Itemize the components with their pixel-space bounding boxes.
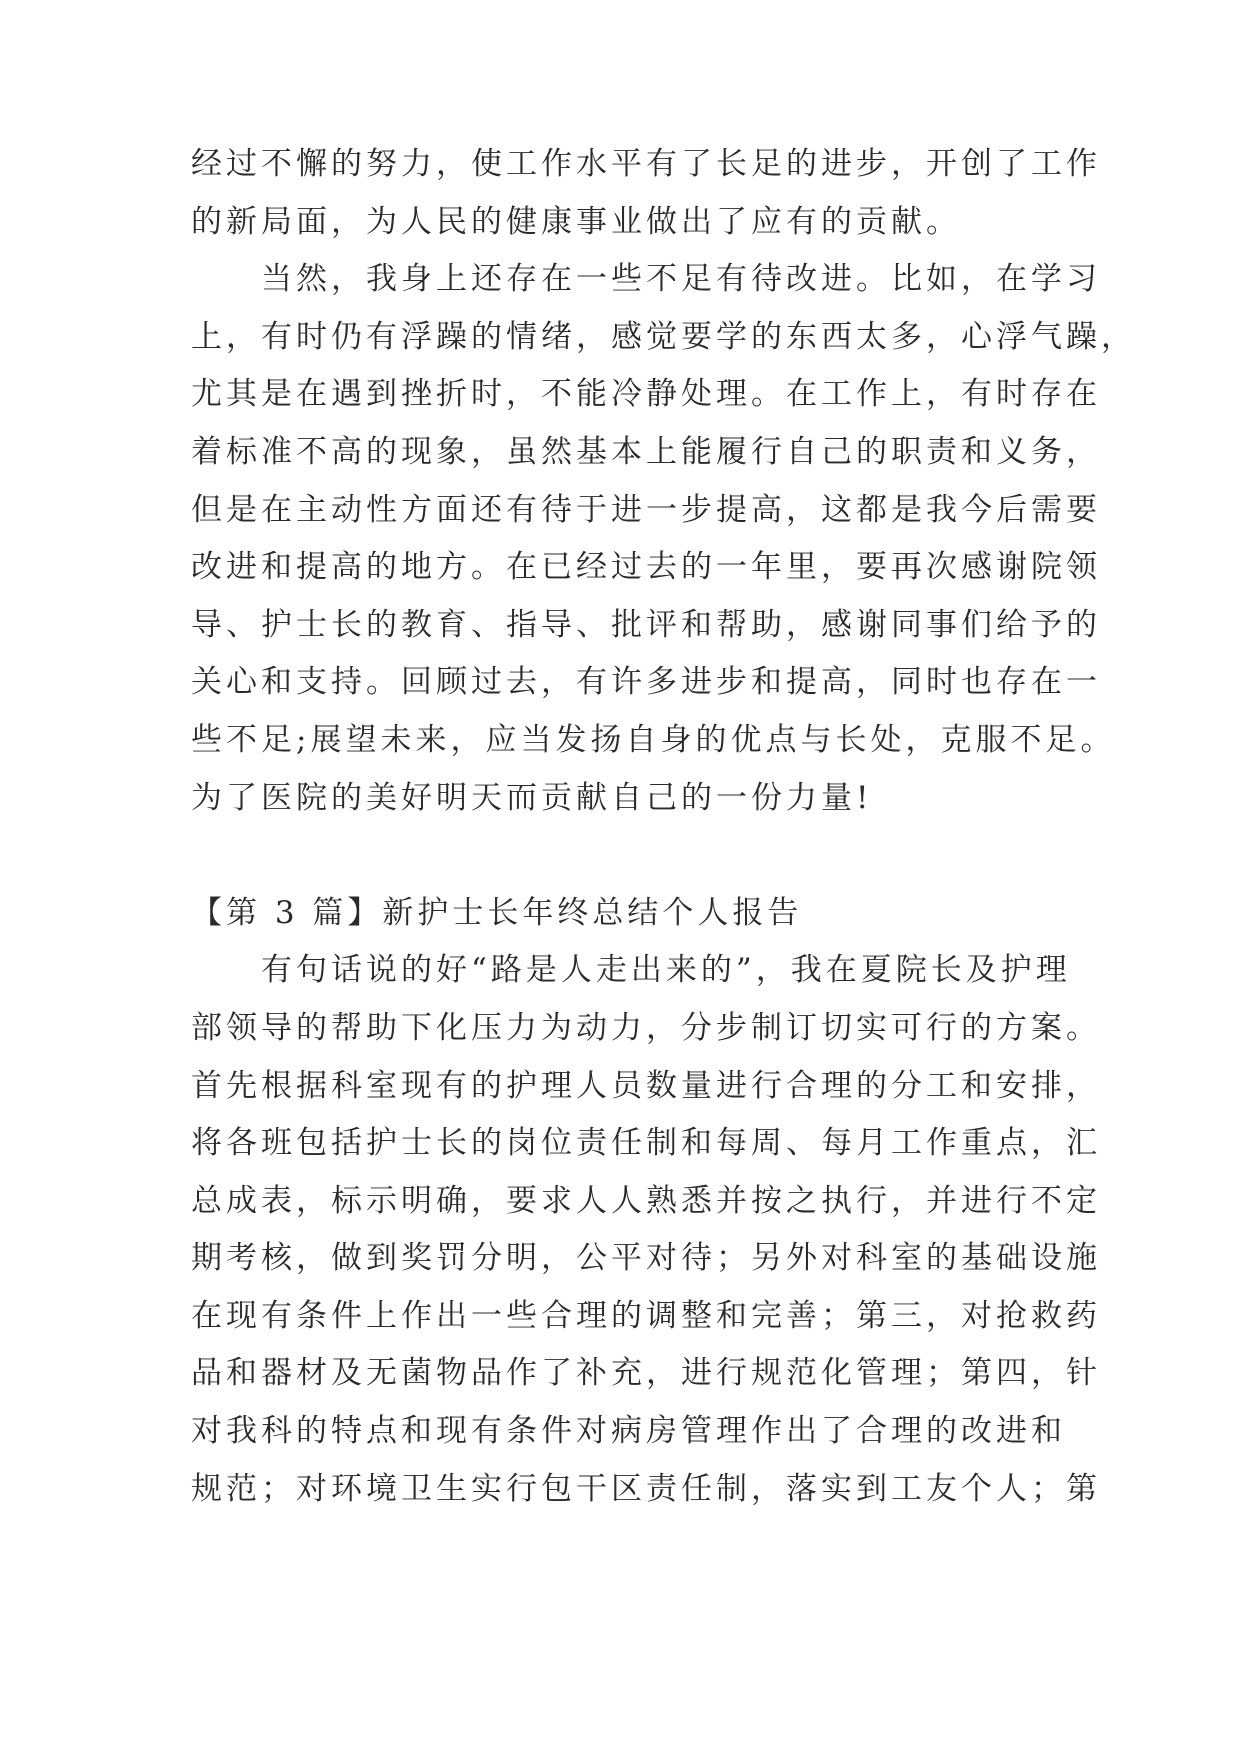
text-line: 改进和提高的地方。在已经过去的一年里，要再次感谢院领 (191, 549, 1101, 586)
text-line: 尤其是在遇到挫折时，不能冷静处理。在工作上，有时存在 (191, 376, 1101, 413)
text-line: 期考核，做到奖罚分明，公平对待；另外对科室的基础设施 (191, 1240, 1101, 1277)
text-line: 总成表，标示明确，要求人人熟悉并按之执行，并进行不定 (191, 1182, 1101, 1219)
text-line: 将各班包括护士长的岗位责任制和每周、每月工作重点，汇 (191, 1125, 1101, 1162)
text-line: 品和器材及无菌物品作了补充，进行规范化管理；第四，针 (191, 1355, 1101, 1392)
text-line: 的新局面，为人民的健康事业做出了应有的贡献。 (191, 203, 961, 240)
document-body (191, 136, 1136, 1518)
text-line: 在现有条件上作出一些合理的调整和完善；第三，对抢救药 (191, 1297, 1101, 1334)
text-line: 有句话说的好“路是人走出来的”，我在夏院长及护理 (191, 952, 1071, 989)
text-line: 些不足;展望未来，应当发扬自身的优点与长处，克服不足。 (191, 721, 1116, 758)
text-line: 上，有时仍有浮躁的情绪，感觉要学的东西太多，心浮气躁， (191, 318, 1136, 355)
text-line: 经过不懈的努力，使工作水平有了长足的进步，开创了工作 (191, 146, 1101, 182)
text-line: 导、护士长的教育、指导、批评和帮助，感谢同事们给予的 (191, 606, 1101, 643)
blank-line (191, 827, 1071, 885)
text-line: 当然，我身上还存在一些不足有待改进。比如，在学习 (191, 261, 1101, 298)
text-line: 对我科的特点和现有条件对病房管理作出了合理的改进和 (191, 1413, 1066, 1450)
text-line: 首先根据科室现有的护理人员数量进行合理的分工和安排， (191, 1067, 1101, 1104)
text-line: 关心和支持。回顾过去，有许多进步和提高，同时也存在一 (191, 664, 1101, 701)
text-line: 为了医院的美好明天而贡献自己的一份力量! (191, 779, 873, 816)
text-line: 着标准不高的现象，虽然基本上能履行自己的职责和义务， (191, 433, 1101, 470)
text-line: 部领导的帮助下化压力为动力，分步制订切实可行的方案。 (191, 1009, 1101, 1046)
text-line: 规范；对环境卫生实行包干区责任制，落实到工友个人；第 (191, 1470, 1101, 1507)
section-heading: 【第 3 篇】新护士长年终总结个人报告 (191, 894, 803, 931)
text-line: 但是在主动性方面还有待于进一步提高，这都是我今后需要 (191, 491, 1101, 528)
